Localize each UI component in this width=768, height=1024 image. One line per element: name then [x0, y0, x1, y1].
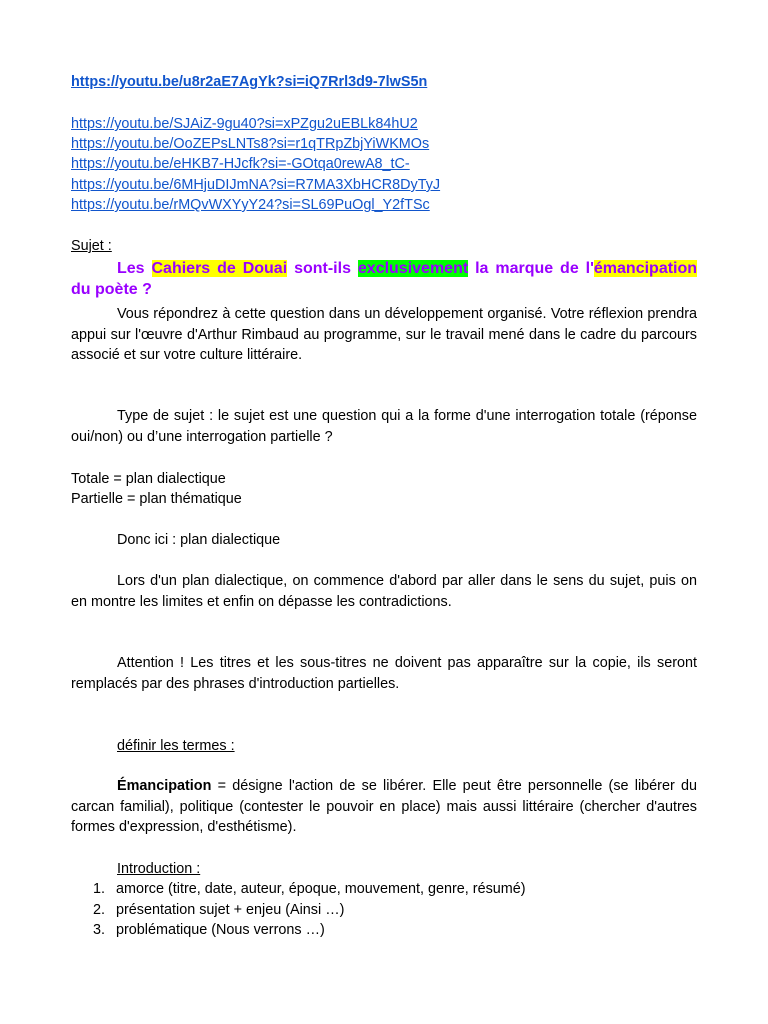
- subject-highlight-emancipation: émancipation: [593, 260, 698, 277]
- list-item: [93, 920, 325, 940]
- video-link-5[interactable]: https://youtu.be/rMQvWXYyY24?si=SL69PuOgl_Y2fTSc: [71, 197, 430, 213]
- subject-text-2: sont-ils: [287, 260, 358, 277]
- subject-text-3: la marque de l': [468, 260, 594, 277]
- emancipation-term: Émancipation: [117, 778, 212, 794]
- video-link-1[interactable]: https://youtu.be/SJAiZ-9gu40?si=xPZgu2uEBLk84hU2: [71, 116, 418, 132]
- lors-paragraph: Lors d'un plan dialectique, on commence d'abord par aller dans le sens du sujet, puis on en montre les limites et enfin on dépasse les contradictions.: [71, 573, 697, 610]
- list-item-number: 2.: [93, 902, 106, 918]
- type-sujet-paragraph: Type de sujet : le sujet est une question qui a la forme d'une interrogation totale (réponse oui/non) ou d’une interrogation partielle ?: [71, 408, 697, 445]
- list-item-text: amorce (titre, date, auteur, époque, mouvement, genre, résumé): [116, 881, 526, 897]
- subject-text-4: du poète ?: [71, 281, 152, 298]
- consigne-paragraph: Vous répondrez à cette question dans un développement organisé. Votre réflexion prendra appui sur l'œuvre d'Arthur Rimbaud au programme, sur le travail mené dans le cadre du parcours associé et sur votre culture littéraire.: [71, 306, 697, 363]
- introduction-heading: Introduction :: [117, 861, 201, 877]
- emancipation-definition: [71, 776, 697, 838]
- sujet-label: Sujet :: [71, 238, 112, 254]
- video-link-3[interactable]: https://youtu.be/eHKB7-HJcfk?si=-GOtqa0rewA8_tC-: [71, 156, 410, 172]
- definir-heading: définir les termes :: [117, 738, 235, 754]
- emancipation-def-text: = désigne l'action de se libérer. Elle peut être personnelle (se libérer du carcan familial), politique (contester le pouvoir en place) mais aussi littéraire (chercher d'autres formes d'expression, d'esthétisme).: [71, 778, 697, 835]
- video-link-4[interactable]: https://youtu.be/6MHjuDIJmNA?si=R7MA3XbHCR8DyTyJ: [71, 177, 441, 193]
- subject-highlight-cahiers: Cahiers de Douai: [151, 260, 288, 277]
- list-item: [93, 900, 344, 920]
- subject-question: [71, 258, 697, 300]
- partielle-line: Partielle = plan thématique: [71, 491, 242, 507]
- list-item-number: 3.: [93, 922, 106, 938]
- list-item-text: problématique (Nous verrons …): [116, 922, 325, 938]
- subject-highlight-exclusivement: exclusivement: [357, 260, 469, 277]
- subject-text-1: Les: [117, 260, 152, 277]
- donc-line: Donc ici : plan dialectique: [117, 532, 281, 548]
- list-item: [93, 879, 526, 899]
- main-video-link[interactable]: https://youtu.be/u8r2aE7AgYk?si=iQ7Rrl3d9-7lwS5n: [71, 74, 428, 90]
- list-item-text: présentation sujet + enjeu (Ainsi …): [116, 902, 345, 918]
- list-item-number: 1.: [93, 881, 106, 897]
- video-link-2[interactable]: https://youtu.be/OoZEPsLNTs8?si=r1qTRpZbjYiWKMOs: [71, 136, 430, 152]
- totale-line: Totale = plan dialectique: [71, 471, 226, 487]
- attention-paragraph: Attention ! Les titres et les sous-titres ne doivent pas apparaître sur la copie, ils seront remplacés par des phrases d'introduction partielles.: [71, 655, 697, 692]
